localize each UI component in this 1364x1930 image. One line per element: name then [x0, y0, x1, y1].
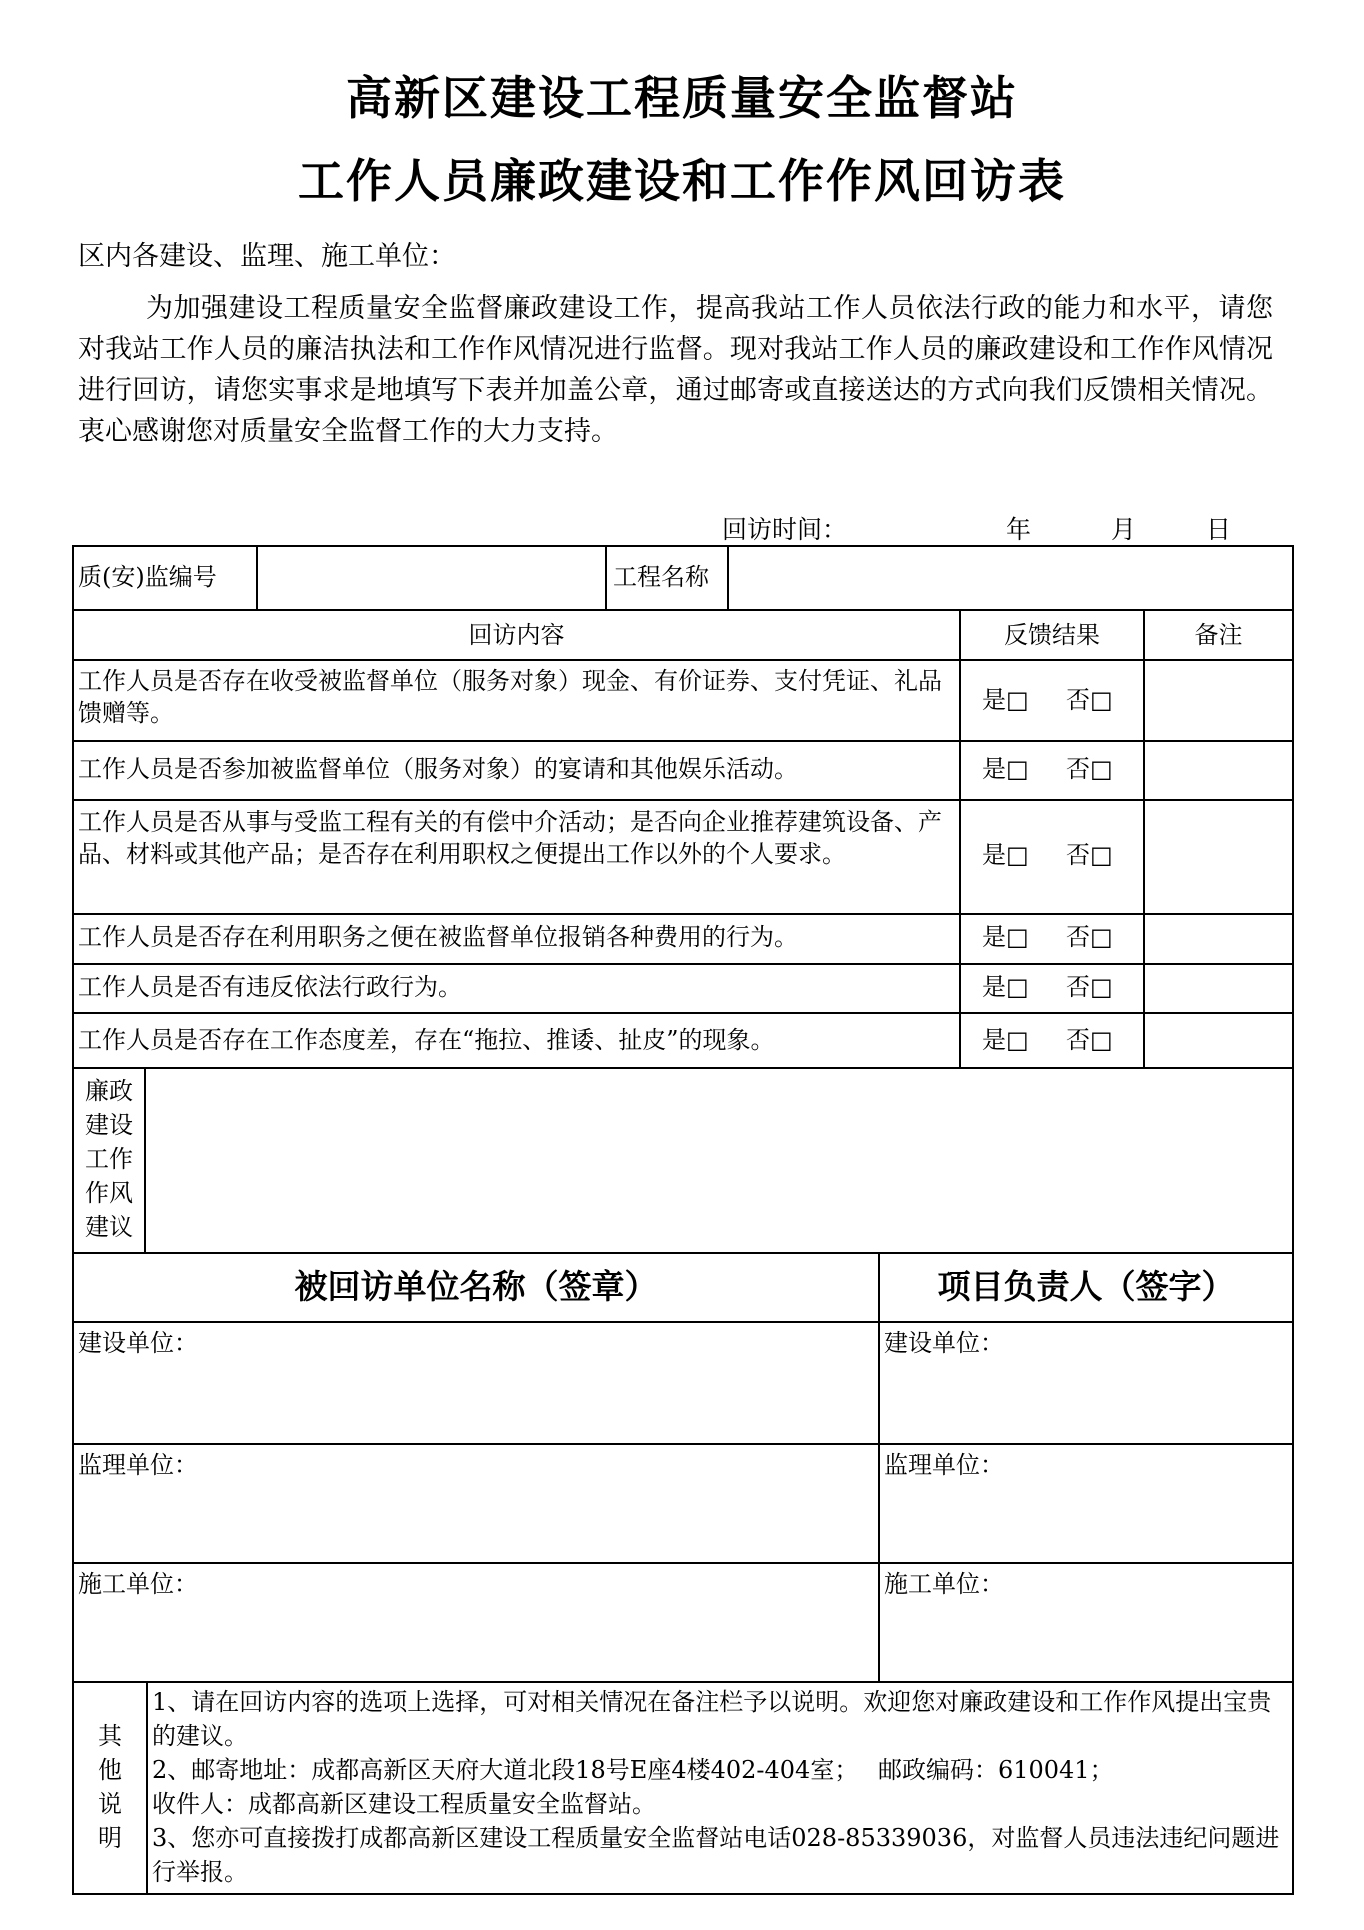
q3-yes-checkbox[interactable]: 是□ [982, 841, 1029, 869]
question-2: 工作人员是否参加被监督单位（服务对象）的宴请和其他娱乐活动。 [78, 755, 798, 783]
project-leader-header: 项目负责人（签字） [937, 1267, 1235, 1306]
contractor-unit-label: 施工单位： [78, 1570, 198, 1598]
construction-unit-label: 建设单位： [78, 1329, 198, 1357]
col-header-content: 回访内容 [468, 621, 565, 649]
note-2: 2、邮寄地址：成都高新区天府大道北段18号E座4楼402-404室； 邮政编码：610041； [152, 1756, 1114, 1784]
note-3: 3、您亦可直接拨打成都高新区建设工程质量安全监督站电话028-85339036，对监督人员违法违纪问题进行举报。 [152, 1824, 1280, 1886]
unit-name-header: 被回访单位名称（签章） [294, 1267, 658, 1306]
supervision-unit-label: 监理单位： [78, 1451, 198, 1479]
q2-no-checkbox[interactable]: 否□ [1066, 755, 1113, 783]
visit-date-year: 年 [1006, 515, 1032, 544]
suggestion-field[interactable] [148, 1071, 1288, 1249]
suggestion-label: 廉政 建设 工作 作风 建议 [85, 1077, 133, 1241]
question-5: 工作人员是否有违反依法行政行为。 [78, 973, 462, 1001]
q2-yes-checkbox[interactable]: 是□ [982, 755, 1029, 783]
page-title: 高新区建设工程质量安全监督站 [346, 71, 1018, 125]
col-header-feedback: 反馈结果 [1004, 621, 1100, 649]
q1-no-checkbox[interactable]: 否□ [1066, 686, 1113, 714]
intro-paragraph: 为加强建设工程质量安全监督廉政建设工作，提高我站工作人员依法行政的能力和水平，请您对我站工作人员的廉洁执法和工作作风情况进行监督。现对我站工作人员的廉政建设和工作作风情况进行回访，请您实事求是地填写下表并加盖公章，通过邮寄或直接送达的方式向我们反馈相关情况。衷心感谢您对质量安全监督工作的大力支持。 [78, 293, 1273, 447]
supervision-id-label: 质(安)监编号 [78, 563, 217, 591]
supervision-id-field[interactable] [260, 549, 603, 607]
q6-no-checkbox[interactable]: 否□ [1066, 1026, 1113, 1054]
question-4: 工作人员是否存在利用职务之便在被监督单位报销各种费用的行为。 [78, 923, 798, 951]
q1-yes-checkbox[interactable]: 是□ [982, 686, 1029, 714]
contractor-leader-label: 施工单位： [884, 1570, 1004, 1598]
col-header-remark: 备注 [1194, 621, 1243, 649]
visit-date-label: 回访时间： [722, 515, 848, 544]
notes-label: 其 他 说 明 [98, 1722, 122, 1852]
q5-yes-checkbox[interactable]: 是□ [982, 973, 1029, 1001]
supervision-leader-label: 监理单位： [884, 1451, 1004, 1479]
question-6: 工作人员是否存在工作态度差，存在“拖拉、推诿、扯皮”的现象。 [78, 1026, 775, 1054]
note-2-recipient: 收件人：成都高新区建设工程质量安全监督站。 [152, 1790, 656, 1818]
project-name-label: 工程名称 [613, 563, 709, 591]
question-3: 工作人员是否从事与受监工程有关的有偿中介活动；是否向企业推荐建筑设备、产品、材料或其他产品；是否存在利用职权之便提出工作以外的个人要求。 [78, 808, 942, 868]
project-name-field[interactable] [731, 549, 1288, 607]
page-subtitle: 工作人员廉政建设和工作作风回访表 [298, 154, 1066, 208]
q4-no-checkbox[interactable]: 否□ [1066, 923, 1113, 951]
construction-leader-label: 建设单位： [884, 1329, 1004, 1357]
visit-date-month: 月 [1111, 515, 1137, 544]
note-1: 1、请在回访内容的选项上选择，可对相关情况在备注栏予以说明。欢迎您对廉政建设和工作作风提出宝贵的建议。 [152, 1688, 1272, 1750]
salutation: 区内各建设、监理、施工单位： [78, 241, 456, 272]
q3-no-checkbox[interactable]: 否□ [1066, 841, 1113, 869]
notes-content [152, 1685, 1284, 1889]
q4-yes-checkbox[interactable]: 是□ [982, 923, 1029, 951]
q5-no-checkbox[interactable]: 否□ [1066, 973, 1113, 1001]
visit-date-day: 日 [1206, 515, 1232, 544]
feedback-form [72, 545, 1294, 1895]
q6-yes-checkbox[interactable]: 是□ [982, 1026, 1029, 1054]
question-1: 工作人员是否存在收受被监督单位（服务对象）现金、有价证券、支付凭证、礼品馈赠等。 [78, 667, 942, 727]
